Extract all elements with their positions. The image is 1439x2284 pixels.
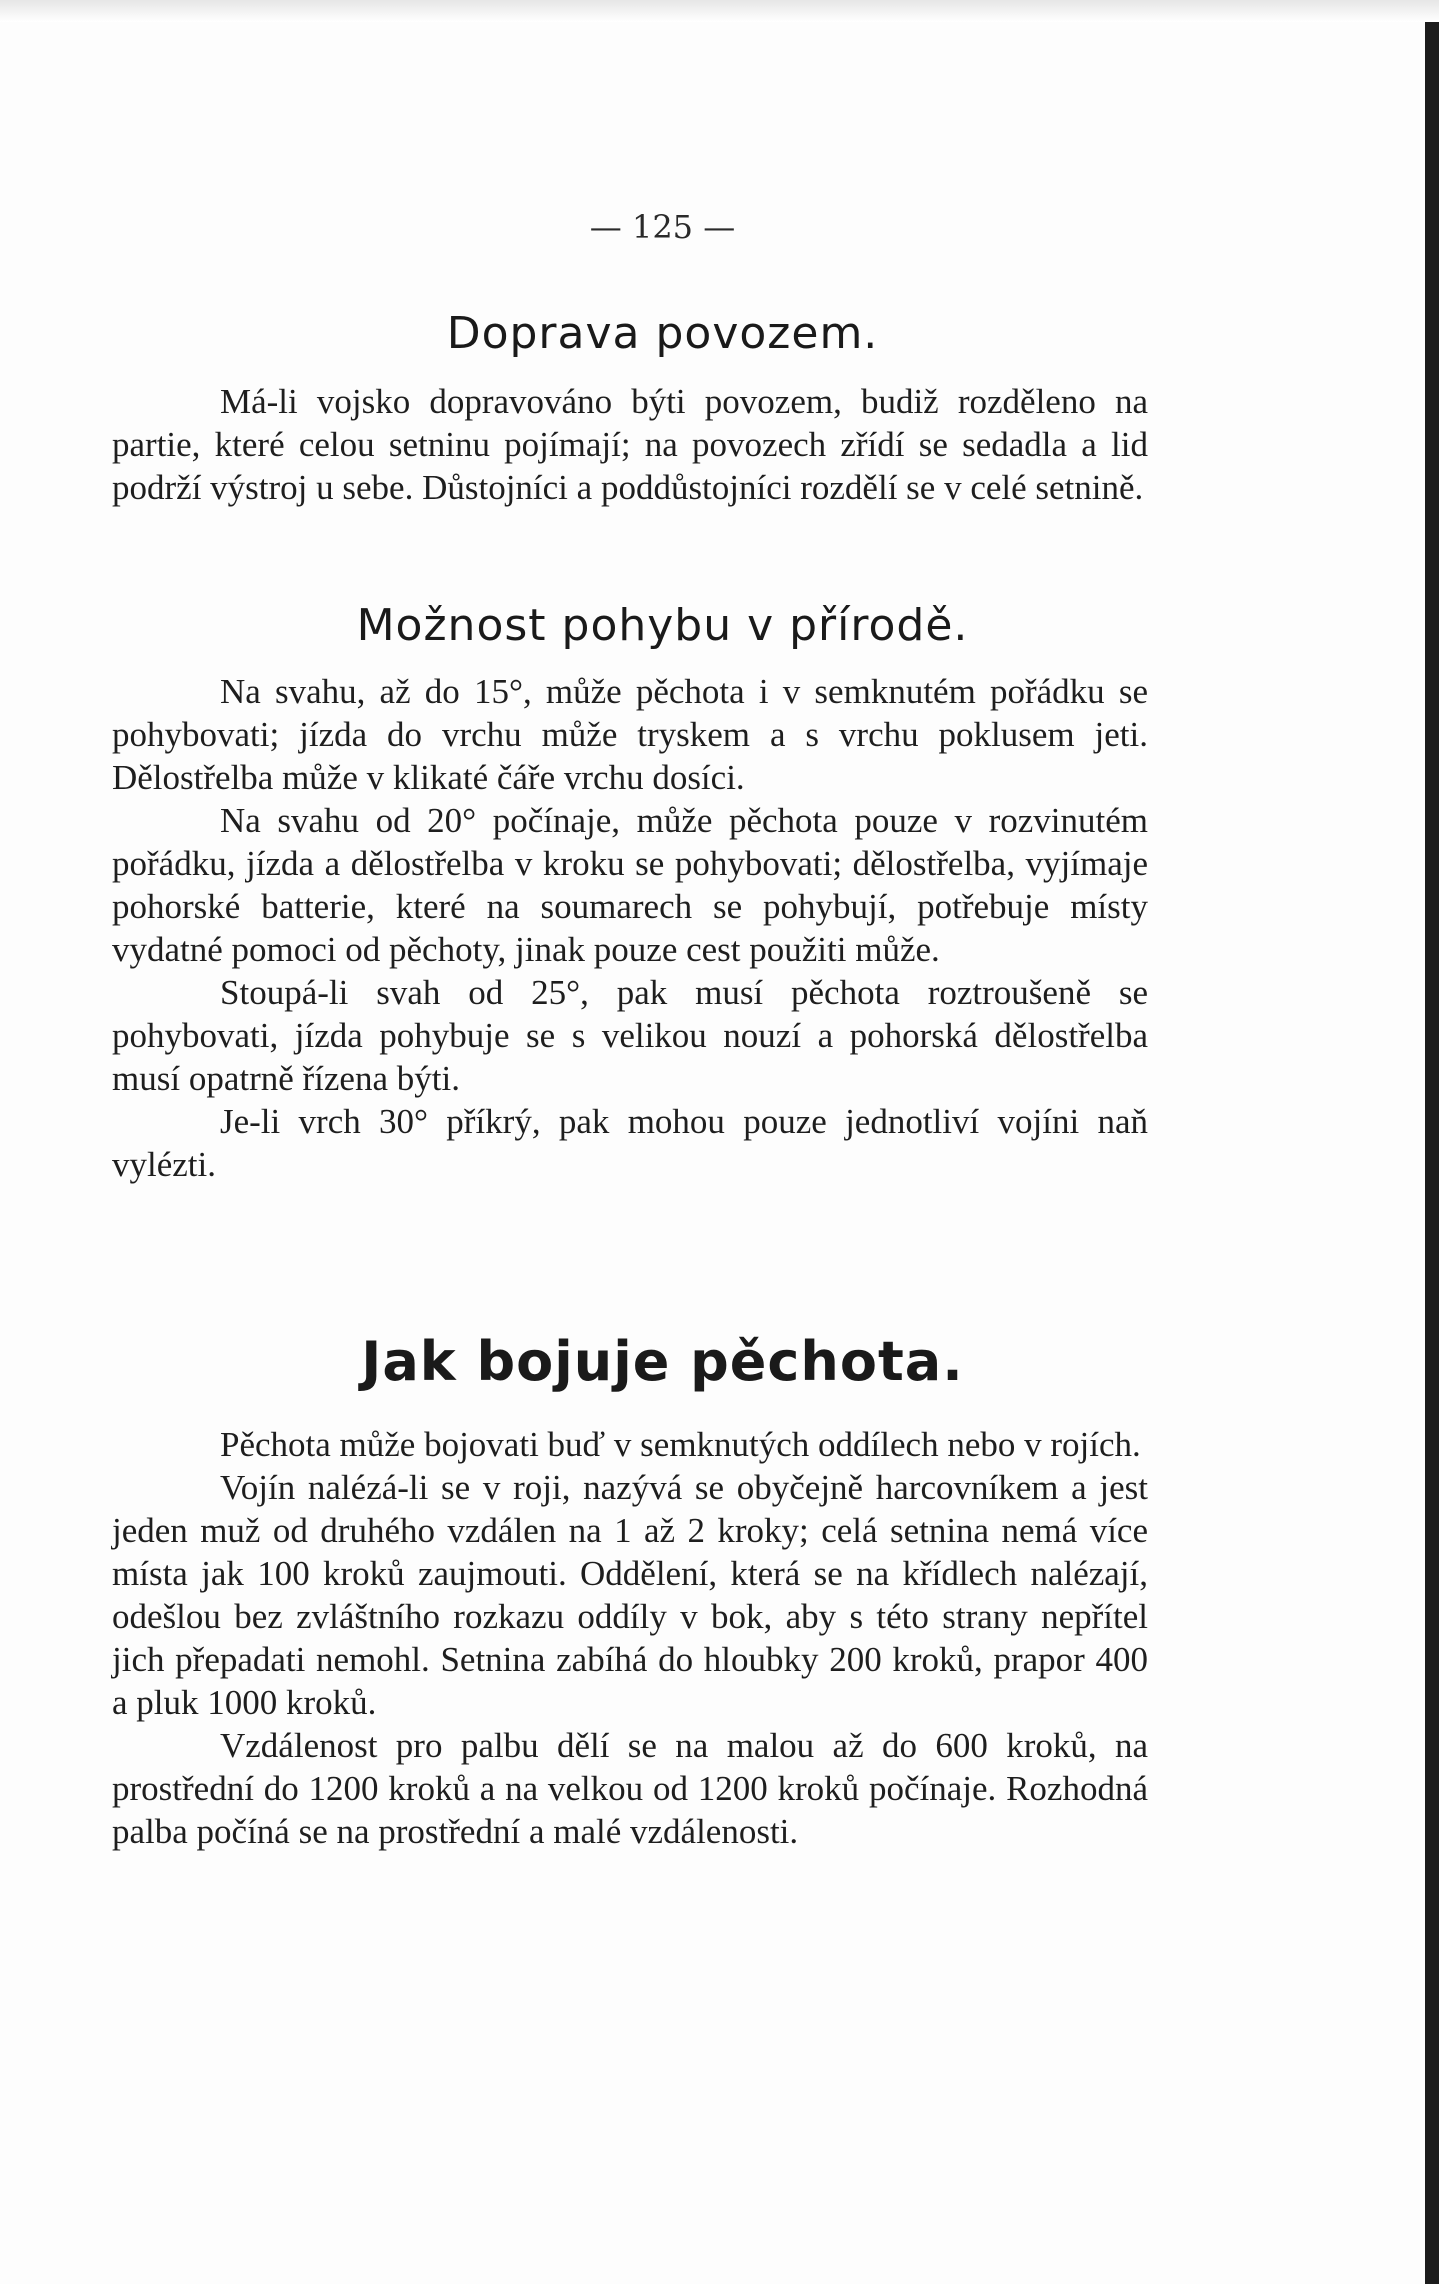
page-number: — 125 —: [589, 208, 736, 246]
page-edge: [0, 0, 1439, 22]
section-heading-doprava: Doprava povozem.: [446, 308, 879, 359]
section-heading-moznost: Možnost pohybu v přírodě.: [356, 600, 969, 651]
paragraph: Stoupá-li svah od 25°, pak musí pěchota roztroušeně se pohybovati, jízda pohybuje se s velikou nouzí a pohorská dělostřelba musí opatrně řízena býti.: [112, 973, 1148, 1098]
paragraph: Pěchota může bojovati buď v semknutých oddílech nebo v rojích.: [220, 1425, 1141, 1464]
paragraph: Vzdálenost pro palbu dělí se na malou až do 600 kroků, na prostřední do 1200 kroků a na velkou od 1200 kroků počínaje. Rozhodná palba počíná se na prostřední a malé vzdálenosti.: [112, 1726, 1148, 1851]
section-heading-pechota: Jak bojuje pěchota.: [361, 1330, 964, 1393]
section-body-moznost: [112, 670, 1148, 1186]
section-body-doprava: [112, 380, 1148, 509]
paragraph: Vojín nalézá-li se v roji, nazývá se obyčejně harcovníkem a jest jeden muž od druhého vzdálen na 1 až 2 kroky; celá setnina nemá více místa jak 100 kroků zaujmouti. Oddělení, která se na křídlech nalézají, odešlou bez zvláštního rozkazu oddíly v bok, aby s této strany nepřítel jich přepadati nemohl. Setnina zabíhá do hloubky 200 kroků, prapor 400 a pluk 1000 kroků.: [112, 1468, 1148, 1722]
section-body-pechota: [112, 1423, 1148, 1853]
paragraph: Na svahu od 20° počínaje, může pěchota pouze v rozvinutém pořádku, jízda a dělostřelba v kroku se pohybovati; dělostřelba, vyjímaje pohorské batterie, které na soumarech se pohybují, potřebuje místy vydatné pomoci od pěchoty, jinak pouze cest použiti může.: [112, 801, 1148, 969]
paragraph: Je-li vrch 30° příkrý, pak mohou pouze jednotliví vojíni naň vylézti.: [112, 1102, 1148, 1184]
paragraph: Má-li vojsko dopravováno býti povozem, budiž rozděleno na partie, které celou setninu pojímají; na povozech zřídí se sedadla a lid podrží výstroj u sebe. Důstojníci a poddůstojníci rozdělí se v celé setnině.: [112, 382, 1148, 507]
paragraph: Na svahu, až do 15°, může pěchota i v semknutém pořádku se pohybovati; jízda do vrchu může tryskem a s vrchu poklusem jeti. Dělostřelba může v klikaté čáře vrchu dosíci.: [112, 672, 1148, 797]
